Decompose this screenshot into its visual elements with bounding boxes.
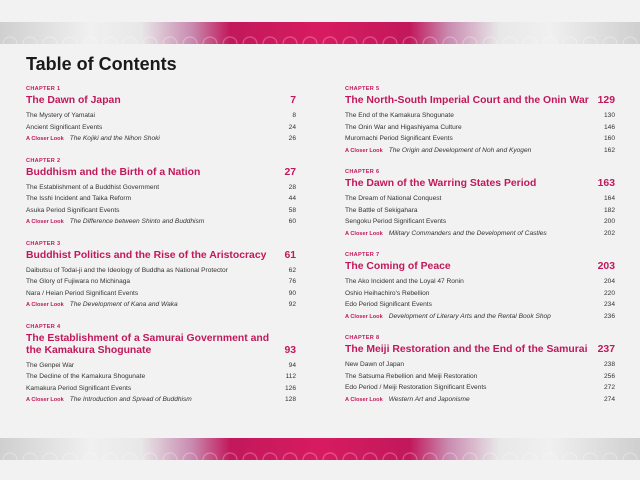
toc-entry-page: 146: [603, 123, 615, 131]
toc-entry[interactable]: [26, 276, 296, 288]
closer-look-left: [345, 145, 531, 158]
chapter-title: The Coming of Peace: [345, 261, 451, 272]
toc-entry-page: 238: [603, 361, 615, 368]
closer-look-left: [345, 228, 547, 241]
toc-entry[interactable]: [345, 359, 615, 371]
chapter-page-number: 163: [597, 178, 615, 189]
toc-entry-text: Kamakura Period Significant Events: [26, 384, 132, 392]
toc-entry-page: 200: [603, 218, 615, 225]
closer-look-tag: A Closer Look: [345, 396, 383, 403]
chapter-title: The Dawn of the Warring States Period: [345, 178, 537, 189]
closer-look-text: The Introduction and Spread of Buddhism: [69, 396, 192, 403]
page-title: Table of Contents: [26, 54, 177, 74]
closer-look-entry[interactable]: [345, 228, 615, 241]
toc-entry-page: 220: [603, 289, 615, 297]
toc-entry-text: The Ako Incident and the Loyal 47 Ronin: [345, 278, 464, 285]
toc-entry[interactable]: [26, 193, 296, 205]
closer-look-text: The Difference between Shinto and Buddhism: [69, 218, 205, 225]
toc-entry-text: Asuka Period Significant Events: [26, 206, 120, 214]
chapter-title: The North-South Imperial Court and the Onin War: [345, 95, 589, 106]
toc-entry-text: Edo Period Significant Events: [345, 301, 432, 308]
chapter-page-number: 61: [284, 249, 296, 261]
toc-entry-text: The Satsuma Rebellion and Meiji Restoration: [345, 372, 478, 380]
toc-entry-page: 24: [288, 123, 296, 131]
toc-entry-page: 112: [285, 373, 296, 380]
toc-entry[interactable]: [345, 216, 615, 228]
toc-entry-page: 234: [603, 301, 615, 308]
toc-entry[interactable]: [26, 110, 296, 122]
closer-look-entry[interactable]: [345, 311, 615, 324]
closer-look-left: [345, 311, 551, 324]
toc-column-left: [26, 86, 296, 419]
closer-look-entry[interactable]: [26, 216, 296, 229]
toc-entry-page: 62: [288, 266, 296, 274]
toc-entry-page: 58: [288, 206, 296, 214]
chapter-page-number: 237: [597, 344, 615, 355]
closer-look-entry[interactable]: [345, 145, 615, 158]
chapter-heading[interactable]: [26, 95, 296, 107]
chapter-label: CHAPTER 8: [345, 335, 380, 341]
toc-entry-page: 44: [288, 195, 296, 202]
closer-look-left: [345, 394, 470, 407]
chapter-heading[interactable]: [26, 333, 296, 357]
toc-entry[interactable]: [345, 371, 615, 383]
chapter-page-number: 27: [284, 166, 296, 178]
closer-look-text: The Development of Kana and Waka: [69, 301, 178, 308]
chapter-label: CHAPTER 7: [345, 252, 380, 258]
closer-look-page: 128: [284, 396, 296, 403]
toc-entry-page: 28: [288, 183, 296, 191]
toc-entry-text: Daibutsu of Todai-ji and the Ideology of Buddha as National Protector: [26, 266, 228, 274]
decorative-band-top: [0, 22, 640, 44]
toc-entry-text: Nara / Heian Period Significant Events: [26, 289, 139, 297]
toc-entry[interactable]: [345, 288, 615, 300]
toc-entry-page: 8: [292, 112, 296, 119]
closer-look-tag: A Closer Look: [26, 397, 64, 403]
closer-look-page: 92: [288, 301, 296, 308]
chapter-page-number: 93: [284, 344, 296, 356]
toc-entry-page: 160: [603, 135, 615, 142]
toc-entry[interactable]: [26, 360, 296, 372]
chapter-heading[interactable]: [26, 167, 296, 179]
toc-entry-text: Ancient Significant Events: [26, 123, 103, 131]
toc-entry[interactable]: [345, 110, 615, 122]
chapter-heading[interactable]: [345, 344, 615, 356]
toc-entry-page: 164: [603, 195, 615, 202]
closer-look-tag: A Closer Look: [26, 219, 64, 225]
toc-entry[interactable]: [26, 383, 296, 395]
toc-column-right: [345, 86, 615, 418]
chapter-section: [26, 158, 296, 229]
toc-entry[interactable]: [345, 193, 615, 205]
chapter-page-number: 7: [290, 95, 296, 106]
toc-entry-text: The End of the Kamakura Shogunate: [345, 112, 454, 119]
closer-look-text: Military Commanders and the Development of Castles: [388, 229, 547, 237]
closer-look-tag: A Closer Look: [345, 230, 383, 237]
toc-entry[interactable]: [345, 133, 615, 145]
toc-entry[interactable]: [345, 276, 615, 288]
toc-entry-text: The Genpei War: [26, 361, 75, 369]
chapter-title: Buddhism and the Birth of a Nation: [26, 166, 201, 178]
closer-look-left: [26, 216, 204, 229]
toc-entry[interactable]: [26, 205, 296, 217]
closer-look-page: 202: [603, 229, 615, 237]
chapter-title: The Establishment of a Samurai Government and the Kamakura Shogunate: [26, 332, 270, 356]
toc-entry-page: 130: [603, 112, 615, 119]
toc-entry[interactable]: [345, 122, 615, 134]
chapter-label: CHAPTER 1: [26, 86, 61, 92]
toc-entry-text: The Establishment of a Buddhist Government: [26, 183, 160, 191]
chapter-section: [26, 324, 296, 407]
chapter-label: CHAPTER 3: [26, 240, 61, 247]
toc-entry[interactable]: [26, 265, 296, 277]
chapter-heading[interactable]: [345, 95, 615, 107]
closer-look-tag: A Closer Look: [345, 147, 383, 154]
chapter-label: CHAPTER 6: [345, 169, 380, 175]
chapter-heading[interactable]: [26, 250, 296, 262]
toc-entry-page: 272: [603, 384, 615, 391]
toc-entry-text: Oshio Heihachiro's Rebellion: [345, 289, 430, 297]
closer-look-entry[interactable]: [26, 394, 296, 407]
chapter-section: [345, 335, 615, 406]
closer-look-text: The Origin and Development of Noh and Kyogen: [388, 146, 532, 154]
chapter-section: [26, 241, 296, 312]
toc-entry-page: 256: [603, 372, 615, 380]
chapter-label: CHAPTER 5: [345, 86, 380, 92]
closer-look-tag: A Closer Look: [26, 302, 64, 308]
chapter-heading[interactable]: [345, 178, 615, 190]
chapter-page-number: 129: [597, 95, 615, 106]
closer-look-tag: A Closer Look: [345, 313, 383, 320]
closer-look-entry[interactable]: [26, 133, 296, 146]
toc-entry-page: 182: [603, 206, 615, 214]
closer-look-text: The Kojiki and the Nihon Shoki: [69, 135, 160, 142]
toc-entry-text: New Dawn of Japan: [345, 361, 405, 368]
toc-entry-text: The Dream of National Conquest: [345, 195, 442, 202]
chapter-title: The Dawn of Japan: [26, 95, 121, 106]
closer-look-page: 274: [603, 395, 615, 403]
decorative-band-bottom: [0, 438, 640, 460]
toc-entry[interactable]: [345, 205, 615, 217]
closer-look-text: Development of Literary Arts and the Rental Book Shop: [388, 312, 551, 320]
toc-entry-text: Muromachi Period Significant Events: [345, 135, 453, 142]
chapter-label: CHAPTER 2: [26, 157, 61, 164]
toc-entry-page: 90: [288, 289, 296, 297]
closer-look-page: 236: [603, 312, 615, 320]
closer-look-left: [26, 299, 178, 312]
chapter-page-number: 203: [597, 261, 615, 272]
toc-entry[interactable]: [345, 299, 615, 311]
toc-entry-text: The Battle of Sekigahara: [345, 206, 418, 214]
toc-entry-text: The Isshi Incident and Taika Reform: [26, 195, 132, 202]
chapter-label: CHAPTER 4: [26, 323, 61, 330]
toc-entry-text: The Onin War and Higashiyama Culture: [345, 123, 462, 131]
toc-entry-text: Edo Period / Meiji Restoration Significant Events: [345, 384, 487, 391]
toc-entry-page: 94: [288, 361, 296, 369]
chapter-section: [345, 169, 615, 240]
chapter-section: [345, 252, 615, 323]
closer-look-entry[interactable]: [26, 299, 296, 312]
toc-entry[interactable]: [26, 182, 296, 194]
closer-look-left: [26, 394, 192, 407]
toc-entry-page: 204: [603, 278, 615, 285]
closer-look-page: 162: [603, 146, 615, 154]
toc-entry-text: The Mystery of Yamatai: [26, 112, 96, 119]
chapter-title: The Meiji Restoration and the End of the Samurai: [345, 344, 588, 355]
closer-look-left: [26, 133, 160, 146]
chapter-section: [345, 86, 615, 157]
toc-entry-page: 76: [288, 278, 296, 285]
closer-look-tag: A Closer Look: [26, 136, 64, 142]
closer-look-text: Western Art and Japonisme: [388, 395, 470, 403]
chapter-section: [26, 86, 296, 146]
toc-entry-text: Sengoku Period Significant Events: [345, 218, 447, 225]
closer-look-page: 26: [288, 135, 296, 142]
closer-look-entry[interactable]: [345, 394, 615, 407]
closer-look-page: 60: [288, 218, 296, 225]
toc-entry-page: 126: [284, 384, 296, 392]
chapter-heading[interactable]: [345, 261, 615, 273]
toc-entry-text: The Glory of Fujiwara no Michinaga: [26, 278, 131, 285]
toc-entry[interactable]: [26, 288, 296, 300]
toc-entry-text: The Decline of the Kamakura Shogunate: [26, 373, 146, 380]
chapter-title: Buddhist Politics and the Rise of the Aristocracy: [26, 249, 267, 261]
toc-entry[interactable]: [345, 382, 615, 394]
toc-entry[interactable]: [26, 122, 296, 134]
toc-entry[interactable]: [26, 371, 296, 383]
